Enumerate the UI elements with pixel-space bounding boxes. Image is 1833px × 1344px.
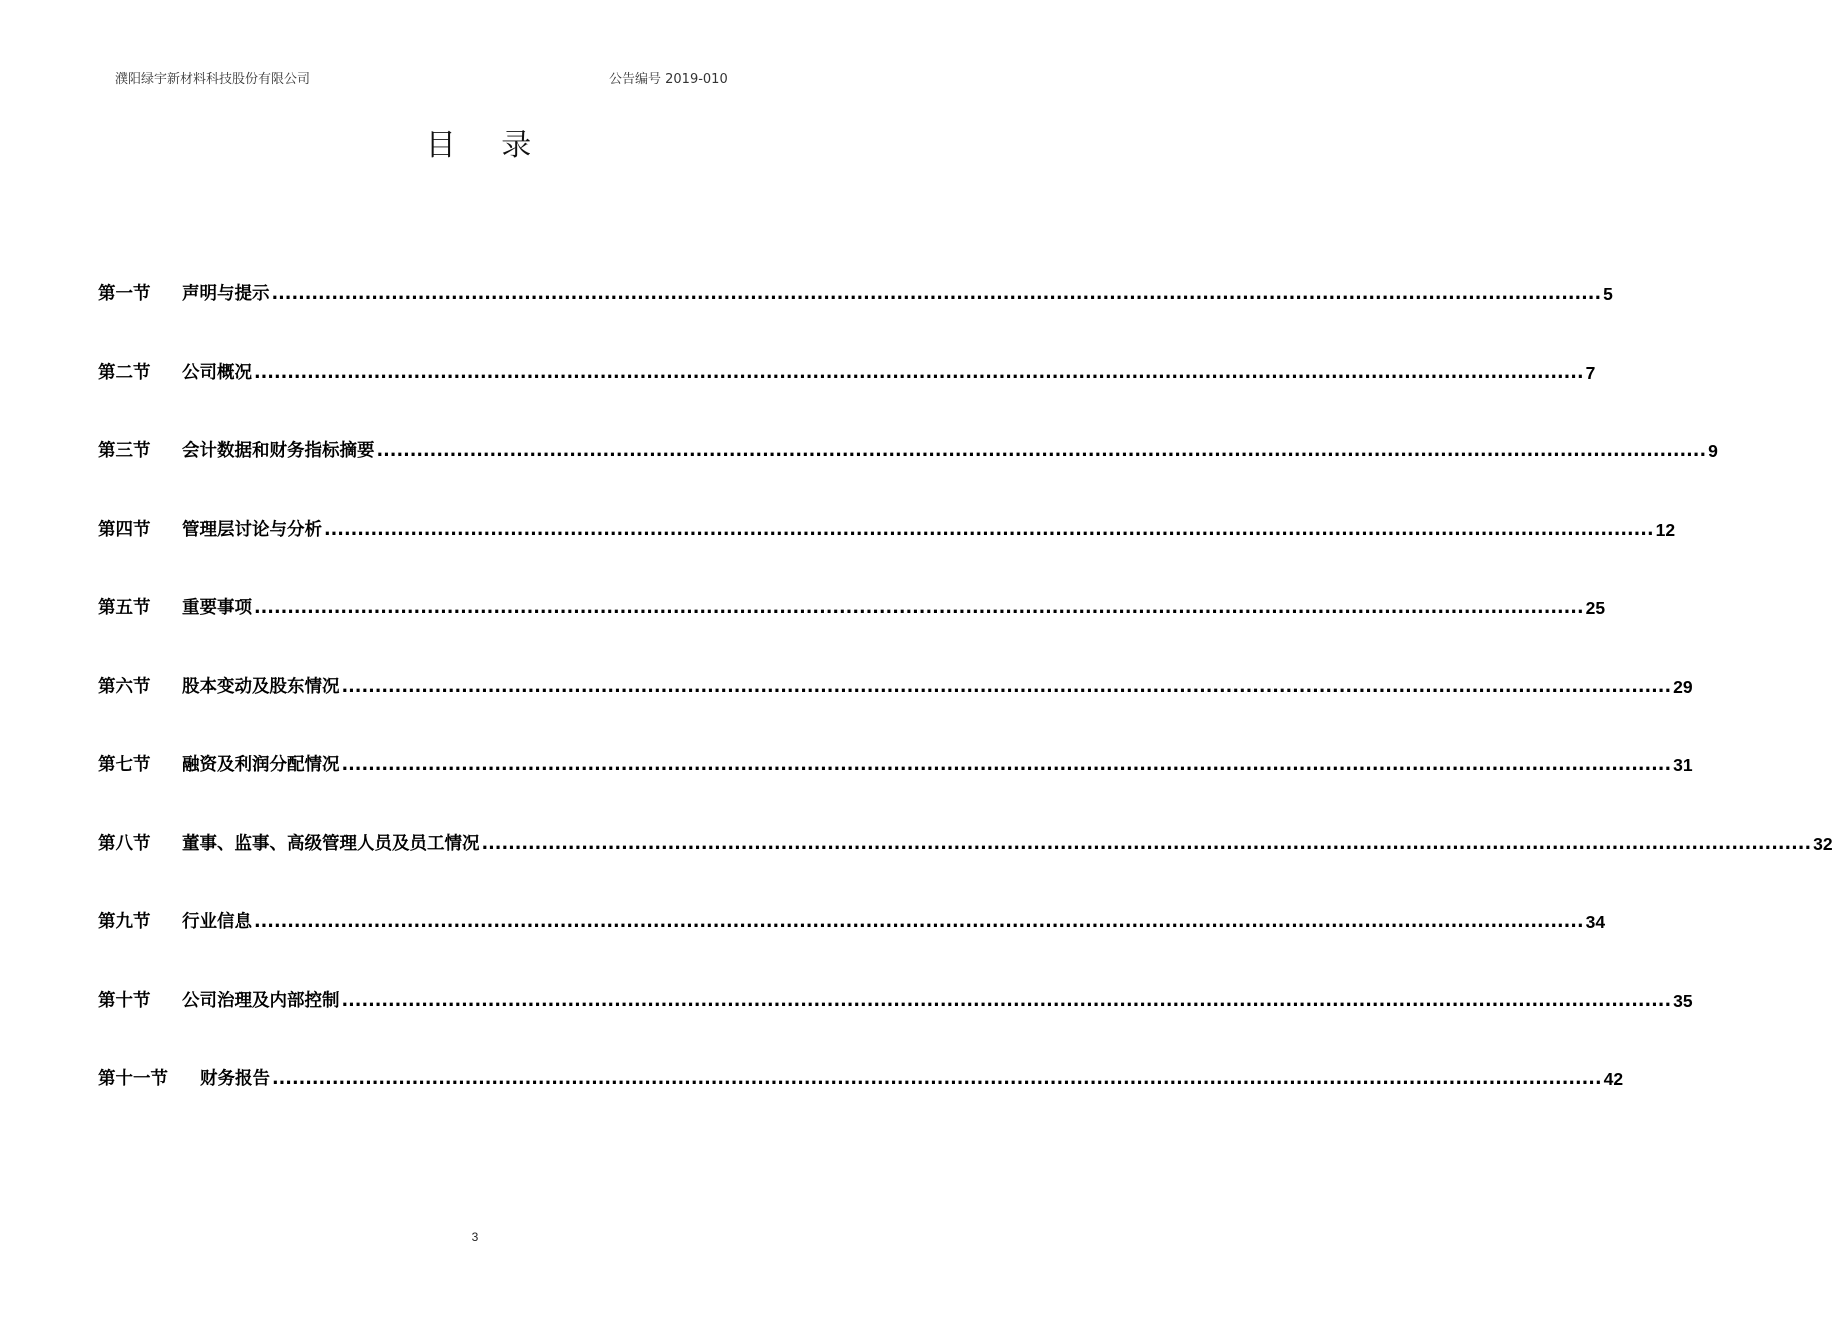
toc-page-number: 7 xyxy=(1585,362,1596,383)
toc-page-number: 9 xyxy=(1708,441,1718,461)
toc-leader-dots: ........................................................................................................................................................................................................ xyxy=(271,284,1602,304)
toc-section-number: 第十一节 xyxy=(98,1069,168,1089)
toc-section-number: 第六节 xyxy=(98,676,151,697)
page-title: 目 录 xyxy=(425,128,550,163)
toc-section-title: 重要事项 xyxy=(182,598,252,618)
toc-section-title: 声明与提示 xyxy=(182,284,270,304)
toc-entry[interactable] xyxy=(98,437,1718,516)
toc-section-title: 财务报告 xyxy=(200,1069,270,1089)
toc-section-number: 第十节 xyxy=(98,990,151,1011)
toc-section-number: 第七节 xyxy=(98,755,151,775)
toc-section-number: 第一节 xyxy=(98,284,151,304)
toc-leader-dots: ........................................................................................................................................................................................................ xyxy=(254,362,1584,383)
toc-entry[interactable] xyxy=(98,830,1833,909)
toc-leader-dots: ........................................................................................................................................................................................................ xyxy=(324,519,1654,540)
toc-page-number: 31 xyxy=(1673,755,1693,775)
toc-section-title: 会计数据和财务指标摘要 xyxy=(182,441,375,461)
toc-section-title: 管理层讨论与分析 xyxy=(182,519,322,540)
header-announcement-number: 公告编号 2019-010 xyxy=(609,72,728,87)
toc-entry[interactable] xyxy=(98,594,1606,673)
toc-leader-dots: ........................................................................................................................................................................................................ xyxy=(376,441,1707,461)
toc-section-number: 第四节 xyxy=(98,519,151,540)
toc-page-number: 5 xyxy=(1603,284,1613,304)
toc-section-number: 第五节 xyxy=(98,598,151,618)
toc-leader-dots: ........................................................................................................................................................................................................ xyxy=(254,912,1584,932)
toc-section-title: 公司治理及内部控制 xyxy=(182,990,340,1011)
toc-entry[interactable] xyxy=(98,751,1693,830)
toc-section-number: 第八节 xyxy=(98,833,151,854)
toc-section-title: 公司概况 xyxy=(182,362,252,383)
toc-entry[interactable] xyxy=(98,1065,1624,1144)
toc-page-number: 29 xyxy=(1673,676,1693,697)
toc-entry[interactable] xyxy=(98,359,1596,438)
toc-entry[interactable] xyxy=(98,908,1606,987)
toc-leader-dots: ........................................................................................................................................................................................................ xyxy=(272,1069,1602,1089)
toc-section-title: 股本变动及股东情况 xyxy=(182,676,340,697)
toc-leader-dots: ........................................................................................................................................................................................................ xyxy=(341,990,1672,1011)
toc-section-number: 第二节 xyxy=(98,362,151,383)
toc-page-number: 12 xyxy=(1655,519,1676,540)
table-of-contents xyxy=(98,280,1833,1144)
toc-section-number: 第九节 xyxy=(98,912,151,932)
toc-entry[interactable] xyxy=(98,987,1693,1066)
toc-section-title: 行业信息 xyxy=(182,912,252,932)
toc-page-number: 32 xyxy=(1813,833,1833,854)
toc-leader-dots: ........................................................................................................................................................................................................ xyxy=(341,755,1672,775)
toc-page-number: 42 xyxy=(1603,1069,1624,1089)
toc-page-number: 25 xyxy=(1585,598,1606,618)
toc-leader-dots: ........................................................................................................................................................................................................ xyxy=(341,676,1672,697)
toc-page-number: 34 xyxy=(1585,912,1606,932)
page-number: 3 xyxy=(471,1230,479,1244)
toc-section-title: 董事、监事、高级管理人员及员工情况 xyxy=(182,833,480,854)
toc-entry[interactable] xyxy=(98,280,1613,359)
toc-leader-dots: ........................................................................................................................................................................................................ xyxy=(254,598,1584,618)
toc-section-title: 融资及利润分配情况 xyxy=(182,755,340,775)
toc-section-number: 第三节 xyxy=(98,441,151,461)
toc-leader-dots: ........................................................................................................................................................................................................ xyxy=(481,833,1812,854)
toc-page-number: 35 xyxy=(1673,990,1693,1011)
toc-entry[interactable] xyxy=(98,673,1693,752)
toc-entry[interactable] xyxy=(98,516,1676,595)
header-company-name: 濮阳绿宇新材料科技股份有限公司 xyxy=(115,72,311,87)
